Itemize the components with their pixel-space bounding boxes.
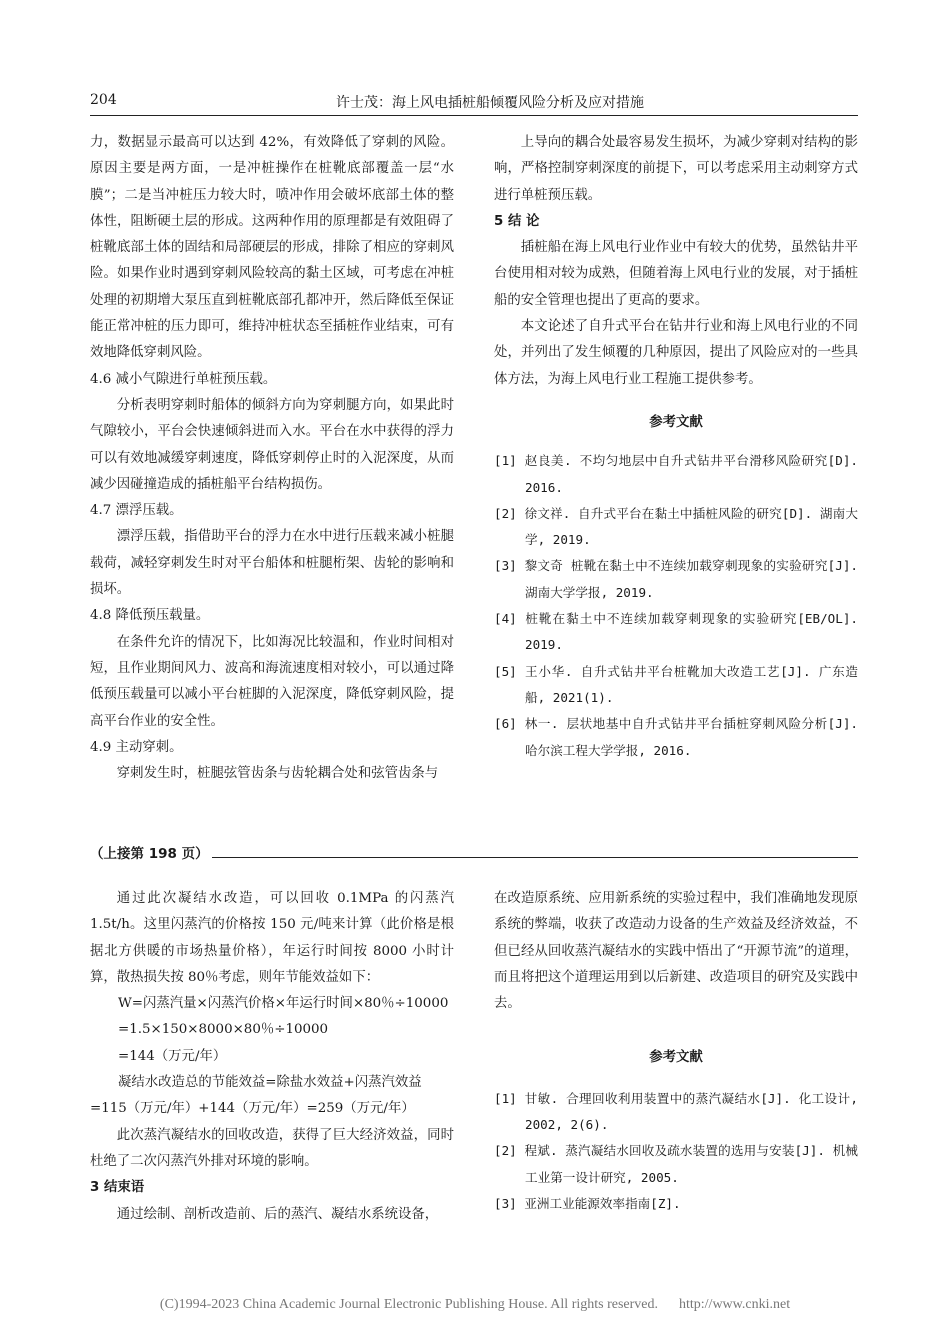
paragraph: 此次蒸汽凝结水的回收改造，获得了巨大经济效益，同时杜绝了二次闪蒸汽外排对环境的影响。: [90, 1127, 454, 1169]
formula-line: =144（万元/年）: [118, 1048, 227, 1064]
reference-item: [3] 黎文奇 桩靴在黏土中不连续加载穿刺现象的实验研究[J]. 湖南大学学报, 2019.: [494, 558, 858, 600]
conclusion-paragraph: 本文论述了自升式平台在钻井行业和海上风电行业的不同处，并列出了发生倾覆的几种原因，提出了风险应对的一些具体方法，为海上风电行业工程施工提供参考。: [494, 319, 858, 387]
reference-item: [1] 赵良美. 不均匀地层中自升式钻井平台滑移风险研究[D]. 2016.: [494, 453, 858, 495]
reference-item: [6] 林一. 层状地基中自升式钻井平台插桩穿刺风险分析[J]. 哈尔滨工程大学学报, 2016.: [494, 716, 858, 758]
continuation-label: （上接第 198 页）: [90, 846, 209, 862]
cnki-url[interactable]: http://www.cnki.net: [679, 1297, 791, 1312]
paragraph: 力，数据显示最高可以达到 42%，有效降低了穿刺的风险。原因主要是两方面，一是冲桩操作在桩靴底部覆盖一层“水膜”；二是当冲桩压力较大时，喷冲作用会破坏底部土体的整体性，阻断硬土层的形成。这两种作用的原理都是有效阻碍了桩靴底部土体的固结和局部硬层的形成，排除了相应的穿刺风险。如果作业时遇到穿刺风险较高的黏土区域，可考虑在冲桩处理的初期增大泵压直到桩靴底部孔都冲开，然后降低至保证能正常冲桩的压力即可，维持冲桩状态至插桩作业结束，可有效地降低穿刺风险。: [90, 135, 454, 361]
continuation-rule: [212, 857, 858, 858]
paragraph: 分析表明穿刺时船体的倾斜方向为穿刺腿方向，如果此时气隙较小，平台会快速倾斜进而入水。平台在水中获得的浮力可以有效地减缓穿刺速度，降低穿刺停止时的入泥深度，从而减少因碰撞造成的插桩船平台结构损伤。: [90, 397, 454, 492]
subsection-heading: 4.8 降低预压载量。: [90, 608, 210, 624]
copyright-footer: [0, 1297, 950, 1313]
formula-line: =1.5×150×8000×80％÷10000: [118, 1022, 329, 1038]
article1-left-column: [90, 130, 454, 787]
paragraph: =115（万元/年）+144（万元/年）=259（万元/年）: [90, 1101, 415, 1117]
article2-left-column: [90, 886, 454, 1228]
reference-item: [4] 桩靴在黏土中不连续加载穿刺现象的实验研究[EB/OL]. 2019.: [494, 611, 858, 653]
reference-item: [2] 程斌. 蒸汽凝结水回收及疏水装置的选用与安装[J]. 机械工业第一设计研究, 2005.: [494, 1143, 858, 1185]
reference-item: [5] 王小华. 自升式钻井平台桩靴加大改造工艺[J]. 广东造船, 2021(1).: [494, 663, 858, 705]
paragraph: 漂浮压载，指借助平台的浮力在水中进行压载来减小桩腿载荷，减轻穿刺发生时对平台船体和桩腿桁架、齿轮的影响和损坏。: [90, 529, 454, 598]
article2-right-continuation: 在改造原系统、应用新系统的实验过程中，我们准确地发现原系统的弊端，收获了改造动力设备的生产效益及经济效益，不但已经从回收蒸汽凝结水的实践中悟出了“开源节流”的道理，而且将把这个道理运用到以后新建、改造项目的研究及实践中去。: [494, 891, 858, 1012]
header-rule: [90, 115, 858, 116]
copyright-text: (C)1994-2023 China Academic Journal Electronic Publishing House. All rights reserved.: [159, 1297, 658, 1312]
references-list: [494, 1086, 858, 1217]
running-title: 许士茂：海上风电插桩船倾覆风险分析及应对措施: [336, 95, 644, 111]
references-title: 参考文献: [649, 414, 703, 430]
conclusion-paragraph: 插桩船在海上风电行业作业中有较大的优势，虽然钻井平台使用相对较为成熟，但随着海上风电行业的发展，对于插桩船的安全管理也提出了更高的要求。: [494, 240, 858, 308]
formula-line: 凝结水改造总的节能效益=除盐水效益+闪蒸汽效益: [118, 1075, 422, 1091]
reference-item: [2] 徐文祥. 自升式平台在黏土中插桩风险的研究[D]. 湖南大学, 2019.: [494, 505, 858, 548]
formula-line: W=闪蒸汽量×闪蒸汽价格×年运行时间×80％÷10000: [118, 996, 449, 1012]
subsection-heading: 4.7 漂浮压载。: [90, 503, 183, 519]
reference-item: [3] 亚洲工业能源效率指南[Z].: [494, 1195, 681, 1211]
references-list: [494, 448, 858, 764]
page-number: 204: [90, 92, 117, 108]
subsection-heading: 4.6 减小气隙进行单桩预压载。: [90, 371, 277, 387]
paragraph: 通过此次凝结水改造，可以回收 0.1MPa 的闪蒸汽 1.5t/h。这里闪蒸汽的价格按 150 元/吨来计算（此价格是根据北方供暖的市场热量价格），年运行时间按 8000 小时计算，散热损失按 80％考虑，则年节能效益如下：: [90, 891, 454, 985]
references-title: 参考文献: [649, 1050, 703, 1066]
paragraph: 在条件允许的情况下，比如海况比较温和，作业时间相对短，且作业期间风力、波高和海流速度相对较小，可以通过降低预压载量可以减小平台桩脚的入泥深度，降低穿刺风险，提高平台作业的安全性。: [90, 634, 454, 729]
reference-item: [1] 甘敏. 合理回收利用装置中的蒸汽凝结水[J]. 化工设计, 2002, 2(6).: [494, 1090, 858, 1133]
article1-right-continuation: 上导向的耦合处最容易发生损坏，为减少穿刺对结构的影响，严格控制穿刺深度的前提下，可以考虑采用主动刺穿方式进行单桩预压载。: [494, 135, 858, 203]
article2-right-column: [494, 886, 858, 1217]
section-heading: 3 结束语: [90, 1180, 145, 1196]
paragraph: 穿刺发生时，桩腿弦管齿条与齿轮耦合处和弦管齿条与: [116, 766, 439, 782]
article1-right-column: [494, 130, 858, 764]
subsection-heading: 4.9 主动穿刺。: [90, 739, 183, 755]
paragraph: 通过绘制、剖析改造前、后的蒸汽、凝结水系统设备，: [116, 1206, 439, 1222]
section-heading-conclusion: 5 结 论: [494, 213, 540, 229]
